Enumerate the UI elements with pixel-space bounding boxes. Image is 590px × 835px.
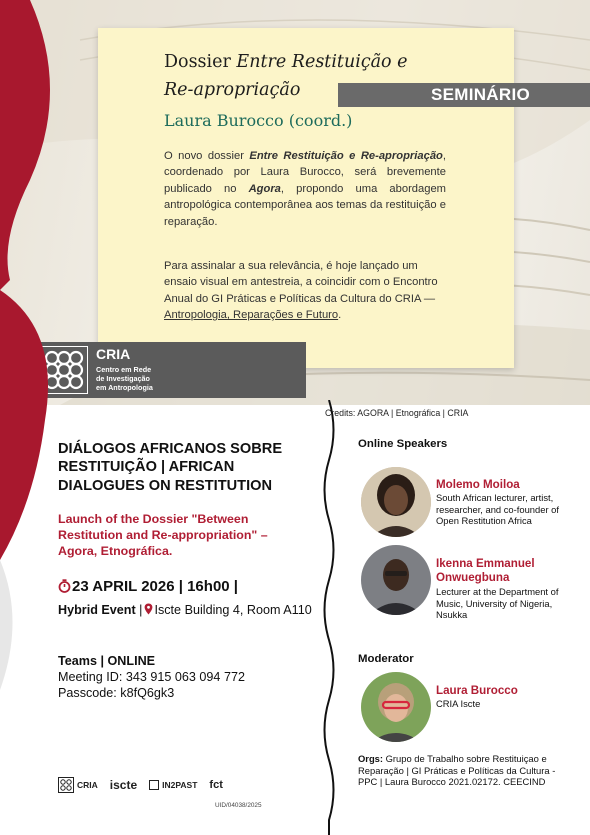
red-wave-decoration [0, 0, 80, 835]
in2past-logo: IN2PAST [149, 780, 197, 790]
image-credits: Credits: AGORA | Etnográfica | CRIA [325, 408, 469, 418]
event-title: DIÁLOGOS AFRICANOS SOBRE RESTITUIÇÃO | AFRICAN DIALOGUES ON RESTITUTION [58, 441, 283, 494]
speakers-heading: Online Speakers [358, 438, 448, 450]
dossier-paragraph-2: Para assinalar a sua relevância, é hoje lançado um ensaio visual em antestreia, a coincidir com o Encontro Anual do GI Práticas e Políticas da Cultura do CRIA — Antropologia, Reparações e Futuro. [164, 260, 438, 322]
speaker-name: Ikenna Emmanuel Onwuegbuna [436, 557, 535, 584]
wavy-divider [318, 400, 340, 835]
iscte-logo: iscte [109, 778, 138, 792]
seminar-banner: SEMINÁRIO [338, 83, 590, 107]
cria-full-name: Centro em Rede de Investigação em Antropologia [96, 365, 153, 392]
hero-image [0, 0, 590, 405]
stopwatch-icon [58, 579, 71, 593]
organizers: Orgs: Grupo de Trabalho sobre Restituiçao e Reparação | GI Práticas e Políticas da Cultura - PPC | Laura Burocco 2021.02172. CEECIND [358, 753, 556, 788]
event-location: Hybrid Event | Iscte Building 4, Room A110 [58, 603, 312, 617]
uid-code: UID/04038/2025 [215, 802, 262, 809]
portrait-icon [361, 467, 431, 537]
speaker-photo-ikenna [361, 545, 431, 615]
moderator-name: Laura Burocco [436, 684, 518, 697]
dossier-card [98, 28, 514, 368]
teams-label: Teams | ONLINE [58, 654, 156, 668]
dossier-event-link[interactable]: Antropologia, Reparações e Futuro [164, 309, 339, 322]
speaker-photo-molemo [361, 467, 431, 537]
fct-logo: fct [209, 779, 223, 791]
passcode[interactable]: Passcode: k8fQ6gk3 [58, 686, 175, 701]
speaker-description: Lecturer at the Department of Music, University of Nigeria, Nsukka [436, 586, 559, 621]
in2past-icon [149, 780, 159, 790]
portrait-icon [361, 545, 431, 615]
partner-logos [58, 775, 223, 795]
cria-name: CRIA [96, 346, 131, 362]
dossier-paragraph-1: O novo dossier Entre Restituição e Re-apropriação, coordenado por Laura Burocco, será brevemente publicado no Agora, propondo uma abordagem antropológica contemporânea aos temas da restituição e reparação. [164, 150, 446, 228]
dossier-title: Dossier Entre Restituição e Re-apropriação [164, 52, 408, 100]
event-date: 23 APRIL 2026 | 16h00 | [58, 578, 238, 595]
moderator-photo [361, 672, 431, 742]
moderator-description: CRIA Iscte [436, 698, 481, 709]
meeting-id[interactable]: Meeting ID: 343 915 063 094 772 [58, 670, 245, 685]
moderator-heading: Moderator [358, 653, 414, 665]
speaker-description: South African lecturer, artist, researcher, and co-founder of Open Restitution Africa [436, 492, 559, 527]
event-subtitle: Launch of the Dossier "Between Restitution and Re-appropriation" – Agora, Etnográfica. [58, 512, 268, 558]
online-access [58, 653, 245, 702]
cria-small-icon [58, 777, 74, 793]
cria-footer-logo: CRIA [58, 777, 98, 793]
portrait-icon [361, 672, 431, 742]
dossier-author: Laura Burocco (coord.) [164, 111, 353, 130]
speaker-name: Molemo Moiloa [436, 478, 520, 491]
location-pin-icon [144, 603, 153, 615]
